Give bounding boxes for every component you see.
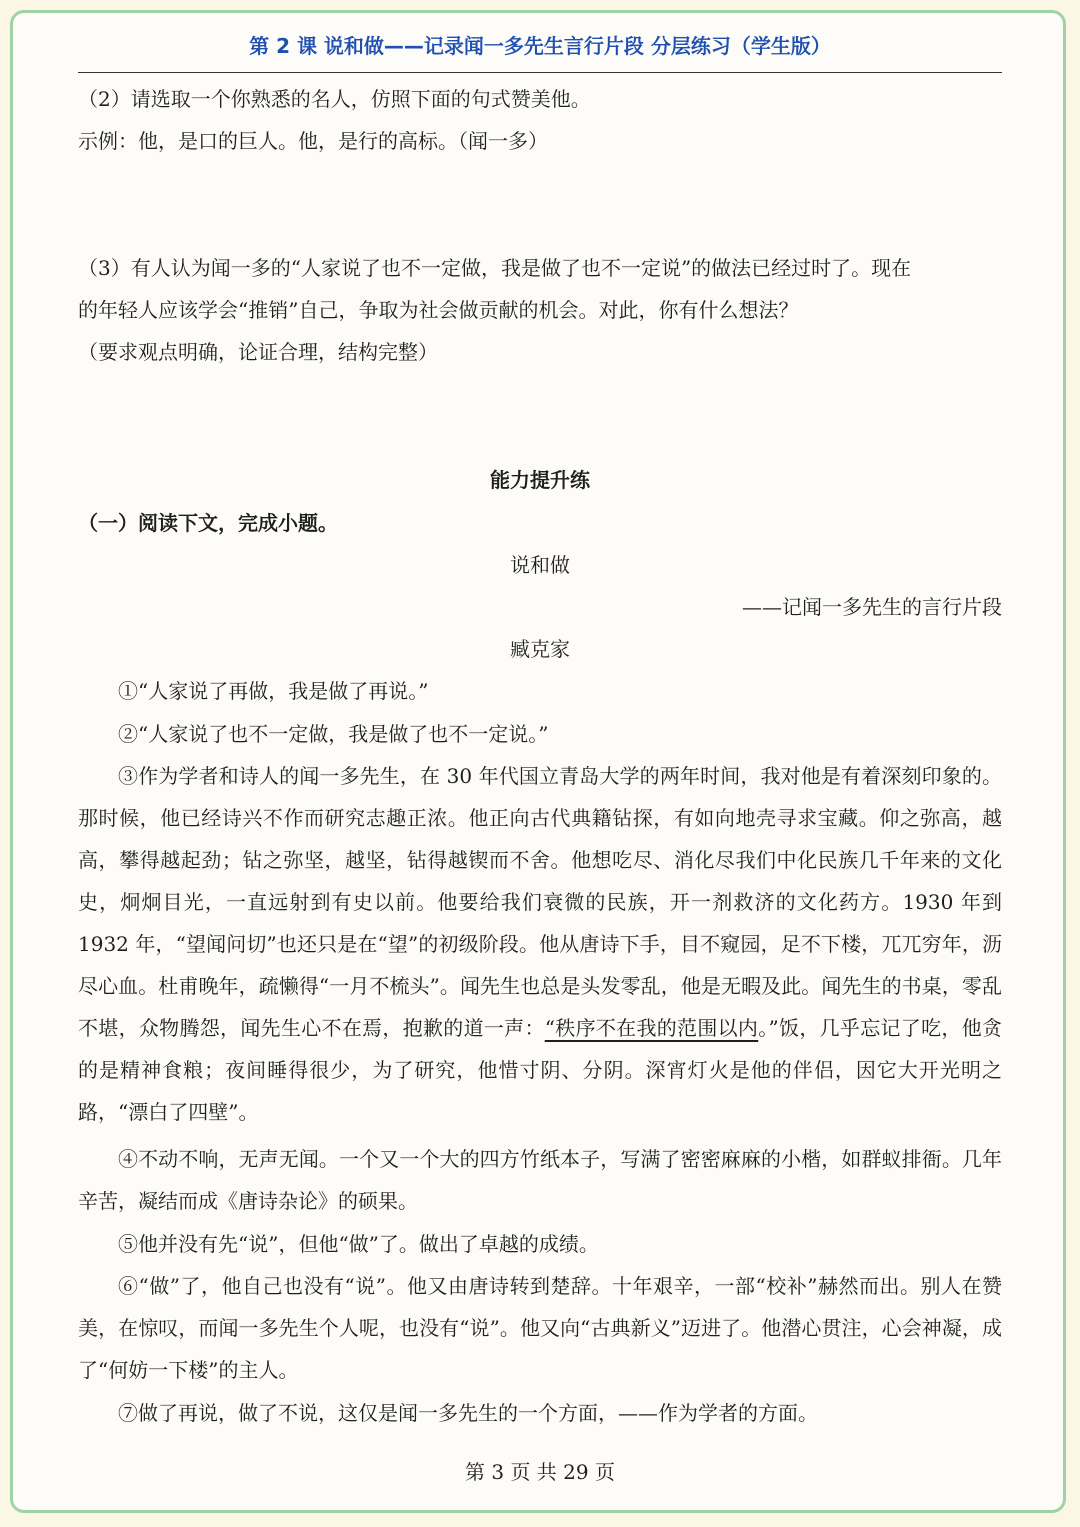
section-title: 能力提升练 <box>490 468 590 492</box>
paragraph-5: ⑤他并没有先“说”，但他“做”了。做出了卓越的成绩。 <box>118 1232 599 1256</box>
paragraph-2: ②“人家说了也不一定做，我是做了也不一定说。” <box>118 722 549 746</box>
paragraph-3-text-b: 。”饭，几乎忘记了吃，他贪的是精神食粮；夜间睡得很少，为了研究，他惜寸阴、分阴。深宵灯火是他的伴侣，因它大开光明之路，“漂白了四壁”。 <box>78 1016 1002 1124</box>
paragraph-3-underlined-quote: “秩序不在我的范围以内 <box>544 1016 759 1040</box>
paragraph-6: ⑥“做”了，他自己也没有“说”。他又由唐诗转到楚辞。十年艰辛，一部“校补”赫然而出。别人在赞美，在惊叹，而闻一多先生个人呢，也没有“说”。他又向“古典新义”迈进了。他潜心贯注，心会神凝，成了“何妨一下楼”的主人。 <box>78 1274 1002 1382</box>
paragraph-7: ⑦做了再说，做了不说，这仅是闻一多先生的一个方面，——作为学者的方面。 <box>118 1401 818 1425</box>
page-number: 第 3 页 共 29 页 <box>465 1460 615 1484</box>
paragraph-1: ①“人家说了再做，我是做了再说。” <box>118 679 429 703</box>
article-author: 臧克家 <box>510 637 570 661</box>
section-subtitle: （一）阅读下文，完成小题。 <box>78 511 338 535</box>
page-header-title: 第 2 课 说和做——记录闻一多先生言行片段 分层练习（学生版） <box>249 34 831 58</box>
paragraph-3 <box>78 755 1002 1133</box>
paragraph-3-text-a: ③作为学者和诗人的闻一多先生，在 30 年代国立青岛大学的两年时间，我对他是有着深刻印象的。那时候，他已经诗兴不作而研究志趣正浓。他正向古代典籍钻探，有如向地壳寻求宝藏。仰之弥高，越高，攀得越起劲；钻之弥坚，越坚，钻得越锲而不舍。他想吃尽、消化尽我们中化民族几千年来的文化史，炯炯目光，一直远射到有史以前。他要给我们衰微的民族，开一剂救济的文化药方。1930 年到 1932 年，“望闻问切”也还只是在“望”的初级阶段。他从唐诗下手，目不窥园，足不下楼，兀兀穷年，沥尽心血。杜甫晚年，疏懒得“一月不梳头”。闻先生也总是头发零乱，他是无暇及此。闻先生的书桌，零乱不堪，众物腾怨，闻先生心不在焉，抱歉的道一声： <box>78 764 1002 1040</box>
header-divider <box>78 72 1002 73</box>
article-subtitle: ——记闻一多先生的言行片段 <box>742 595 1002 619</box>
question-2-example: 示例：他，是口的巨人。他，是行的高标。（闻一多） <box>78 129 548 153</box>
article-title: 说和做 <box>510 553 570 577</box>
question-2-prompt: （2）请选取一个你熟悉的名人，仿照下面的句式赞美他。 <box>78 87 591 111</box>
question-3-line-1: （3）有人认为闻一多的“人家说了也不一定做，我是做了也不一定说”的做法已经过时了。现在 <box>78 256 912 280</box>
paragraph-4: ④不动不响，无声无闻。一个又一个大的四方竹纸本子，写满了密密麻麻的小楷，如群蚁排衙。几年辛苦，凝结而成《唐诗杂论》的硕果。 <box>78 1147 1002 1213</box>
question-3-requirement: （要求观点明确，论证合理，结构完整） <box>78 340 438 364</box>
question-3-line-2: 的年轻人应该学会“推销”自己，争取为社会做贡献的机会。对此，你有什么想法？ <box>78 298 799 322</box>
